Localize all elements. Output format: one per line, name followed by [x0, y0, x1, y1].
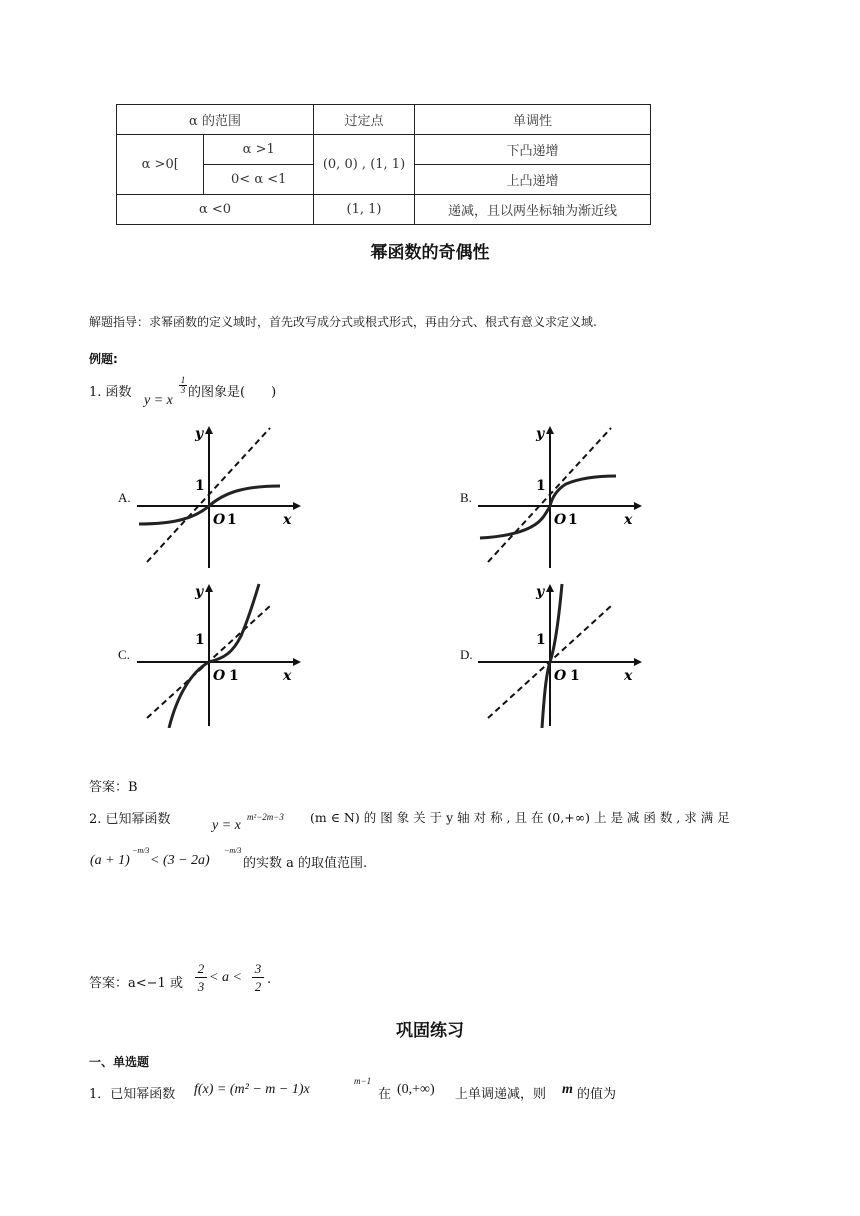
- axis-label-x: x: [283, 512, 292, 528]
- answer-1: 答案：B: [89, 780, 138, 795]
- axis-label-y: y: [536, 426, 545, 442]
- fraction-denominator: 2: [252, 977, 264, 995]
- question-2-function: y = x: [212, 818, 241, 833]
- table-cell-fixed-negative: (1, 1): [314, 195, 415, 225]
- question-1-func-base: y = x: [144, 393, 173, 408]
- exercise-1-lead: 1．已知幂函数: [89, 1087, 176, 1102]
- table-cell-alpha-between: 0< α <1: [204, 165, 314, 195]
- tick-label-y-1: 1: [195, 632, 205, 648]
- table-cell-mono-between: 上凸递增: [415, 165, 651, 195]
- axis-label-y: y: [195, 584, 204, 600]
- power-function-properties-table: [116, 104, 651, 225]
- graph-option-a: [125, 420, 305, 570]
- graph-option-b: [466, 420, 646, 570]
- table-header-range: α 的范围: [117, 105, 314, 135]
- question-2-condition: (m ∈ N) 的 图 象 关 于 y 轴 对 称 , 且 在 (0,+∞) 上 是 减 函 数 , 求 满 足: [310, 810, 730, 825]
- table-cell-mono-negative: 递减，且以两坐标轴为渐近线: [415, 195, 651, 225]
- question-1-function: [144, 393, 173, 409]
- table-header-fixed-point: 过定点: [314, 105, 415, 135]
- question-1-exponent: [179, 376, 187, 395]
- axis-label-x: x: [624, 512, 633, 528]
- answer-2-end: .: [267, 972, 272, 987]
- axis-label-x: x: [283, 668, 292, 684]
- tick-label-x-1: 1: [227, 512, 237, 528]
- exercise-1-tail: 上单调递减，则: [455, 1087, 547, 1102]
- exponent-denominator: 3: [180, 385, 186, 395]
- single-choice-heading: 一、单选题: [89, 1055, 150, 1069]
- origin-label: O: [554, 512, 567, 528]
- answer-2-fraction-2: [252, 960, 264, 995]
- graph-option-d: [466, 578, 646, 728]
- exercise-1-end: 的值为: [577, 1087, 617, 1102]
- question-2-ineq-right: < (3 − 2a): [150, 853, 210, 868]
- question-2-lead: 2. 已知幂函数: [89, 812, 171, 827]
- hint-text: 解题指导：求幂函数的定义域时，首先改写成分式或根式形式，再由分式、根式有意义求定义域.: [89, 315, 597, 329]
- tick-label-x-1: 1: [568, 512, 578, 528]
- question-1: [89, 381, 132, 400]
- examples-label: 例题:: [89, 352, 118, 366]
- fraction-denominator: 3: [195, 977, 207, 995]
- table-cell-fixed-positive: (0, 0) , (1, 1): [314, 135, 415, 195]
- question-2-ineq-exp-right: −m/3: [224, 846, 242, 855]
- answer-2-lead: 答案：a<−1 或: [89, 976, 183, 991]
- table-cell-alpha-gt1: α >1: [204, 135, 314, 165]
- tick-label-y-1: 1: [195, 478, 205, 494]
- axis-label-y: y: [195, 426, 204, 442]
- table-header-monotonicity: 单调性: [415, 105, 651, 135]
- question-2-ineq-exp-left: −m/3: [132, 846, 150, 855]
- table-cell-alpha-negative: α <0: [117, 195, 314, 225]
- exercise-1-in: 在: [378, 1087, 392, 1102]
- fraction-numerator: 3: [254, 961, 262, 976]
- option-a-label: A.: [118, 490, 131, 505]
- question-2-ineq-left: (a + 1): [90, 853, 130, 868]
- section-title-practice: 巩固练习: [396, 1021, 464, 1041]
- question-2-exponent: m²−2m−3: [247, 812, 284, 822]
- answer-2-middle: < a <: [209, 970, 242, 985]
- table-cell-alpha-positive: α >0[: [117, 135, 204, 195]
- axis-label-y: y: [536, 584, 545, 600]
- axis-label-x: x: [624, 668, 633, 684]
- origin-label: O: [213, 668, 226, 684]
- exercise-1-interval: (0,+∞): [397, 1082, 435, 1097]
- tick-label-x-1: 1: [570, 668, 580, 684]
- origin-label: O: [213, 512, 226, 528]
- option-c-label: C.: [118, 647, 130, 662]
- exercise-1-exponent: m−1: [354, 1076, 372, 1086]
- question-1-number: 1. 函数: [89, 385, 132, 400]
- origin-label: O: [554, 668, 567, 684]
- table-cell-mono-gt1: 下凸递增: [415, 135, 651, 165]
- section-title-parity: 幂函数的奇偶性: [370, 243, 490, 263]
- question-2-tail: 的实数 a 的取值范围.: [243, 856, 368, 871]
- option-d-label: D.: [460, 647, 473, 662]
- tick-label-x-1: 1: [229, 668, 239, 684]
- exercise-1-function: f(x) = (m² − m − 1)x: [194, 1082, 310, 1097]
- tick-label-y-1: 1: [536, 632, 546, 648]
- option-b-label: B.: [460, 490, 472, 505]
- exponent-numerator: 1: [180, 375, 186, 385]
- tick-label-y-1: 1: [536, 478, 546, 494]
- graph-option-c: [125, 578, 305, 728]
- exercise-1-variable: m: [562, 1082, 573, 1097]
- question-1-tail: 的图象是( ): [188, 385, 277, 400]
- fraction-numerator: 2: [197, 961, 205, 976]
- answer-2-fraction-1: [195, 960, 207, 995]
